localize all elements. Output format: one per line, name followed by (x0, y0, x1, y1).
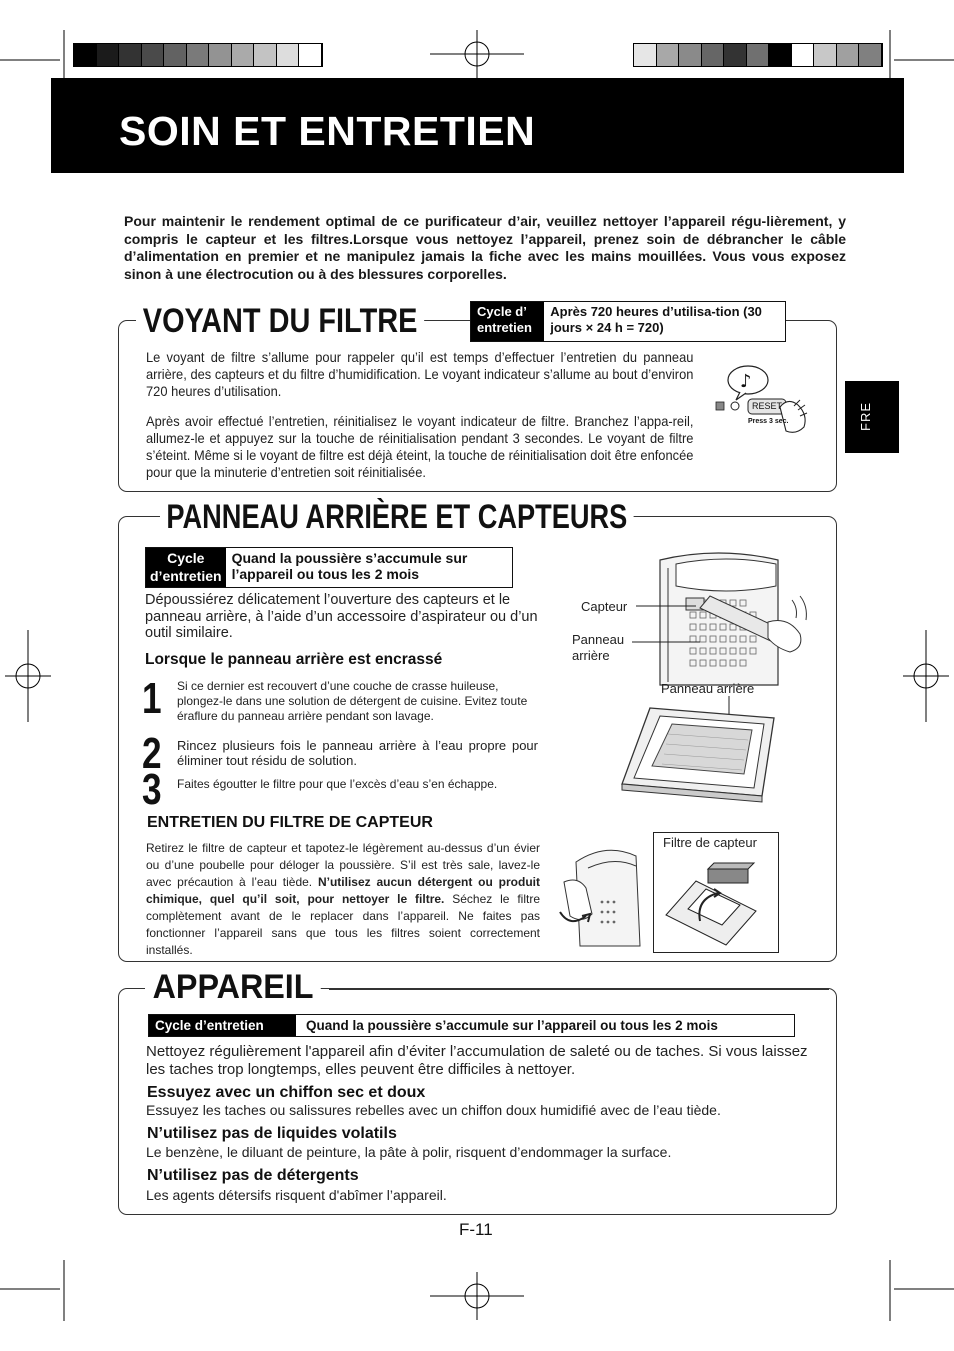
appareil-rule (329, 989, 829, 990)
step-text-3: Faites égoutter le filtre pour que l’excès d’eau s’en échappe. (177, 777, 498, 791)
reset-label: RESET (752, 401, 783, 411)
panneau-cycle-box (145, 547, 513, 588)
step-text-1: Si ce dernier est recouvert d’une couche de crasse huileuse, plongez-le dans une solution de détergent de cuisine. Evitez toute éraflure du panneau arrière pendant son lavage. (177, 679, 528, 723)
panneau-para: Dépoussiérez délicatement l’ouverture des capteurs et le panneau arrière, à l’aide d’un accessoire d’aspirateur ou d’un outil similaire. (145, 592, 538, 641)
color-swatch (634, 44, 657, 66)
voyant-para-2: Après avoir effectué l’entretien, réinitialisez le voyant indicateur de filtre. Branchez l’appa-reil, allumez-le et appuyez sur la touche de réinitialisation pendant 3 secondes. Le voyant de filtre s’éteint. Même si le voyant de filtre est déjà éteint, la touche de réinitialisation doit être enfoncée pour que la minuterie d’entretien soit réinitialisée. (146, 413, 694, 480)
label-panneau-arriere: Panneau arrière (661, 681, 755, 696)
color-swatch (724, 44, 747, 66)
title-bar (51, 78, 904, 173)
filtre-capteur-text (146, 840, 540, 959)
step-text-2: Rincez plusieurs fois le panneau arrière à l’eau propre pour éliminer tout résidu de solution. (177, 738, 538, 768)
appareil-item-1-text: Essuyez les taches ou salissures rebelles avec un chiffon doux humidifié avec de l’eau tiède. (146, 1102, 721, 1118)
svg-text:♪: ♪ (740, 371, 752, 392)
filtre-text-part-2: Séchez le filtre complètement avant de le replacer dans l’appareil. Ne faites pas fonctionner l’appareil sans que tous les filtres soient correctement installés. (146, 892, 540, 957)
color-swatch (209, 44, 232, 66)
appareil-title: APPAREIL (145, 968, 321, 1007)
language-tab (845, 381, 899, 453)
appareil-para: Nettoyez régulièrement l'appareil afin d’éviter l’accumulation de saleté ou de taches. Si vous laissez les taches trop longtemps, elles peuvent être difficiles à nettoyer. (146, 1043, 808, 1078)
color-swatch (97, 44, 120, 66)
step-number-1: 1 (142, 674, 162, 723)
appareil-item-2-text: Le benzène, le diluant de peinture, la pâte à polir, risquent d’endommager la surface. (146, 1144, 672, 1160)
label-capteur: Capteur (581, 599, 628, 614)
cycle-label: Cycle d’ entretien (471, 302, 544, 341)
color-swatch (792, 44, 815, 66)
color-swatch (702, 44, 725, 66)
leader-line-panneau (632, 636, 702, 648)
panneau-title: PANNEAU ARRIÈRE ET CAPTEURS (160, 498, 634, 537)
step-number-2: 2 (142, 729, 162, 778)
color-swatch (769, 44, 792, 66)
color-swatch (837, 44, 860, 66)
leader-line-capteur (636, 600, 698, 612)
cycle-value: Quand la poussière s’accumule sur l’appareil ou tous les 2 mois (231, 550, 468, 582)
color-swatch (232, 44, 255, 66)
appareil-item-3-head: N’utilisez pas de détergents (147, 1167, 359, 1184)
color-swatch (277, 44, 300, 66)
color-swatch (164, 44, 187, 66)
label-filtre-capteur: Filtre de capteur (663, 835, 757, 850)
sensor-filter-illustration (660, 855, 772, 947)
language-tab-label: FRE (858, 402, 873, 431)
appareil-cycle-box (148, 1014, 795, 1037)
color-swatch (814, 44, 837, 66)
color-bar-right (633, 43, 883, 67)
step-number-3: 3 (142, 765, 162, 814)
color-swatch (254, 44, 277, 66)
appareil-item-3-text: Les agents détersifs risquent d'abîmer l’appareil. (146, 1187, 447, 1203)
cycle-label: Cycle d’entretien (149, 1015, 296, 1036)
label-panneau: Panneau arrière (572, 632, 625, 663)
rear-panel-tray-illustration (612, 696, 787, 811)
reset-button-illustration (710, 362, 825, 437)
color-swatch (187, 44, 210, 66)
panneau-rule (652, 517, 830, 518)
filtre-capteur-heading: ENTRETIEN DU FILTRE DE CAPTEUR (147, 814, 433, 831)
page-title: SOIN ET ENTRETIEN (119, 108, 536, 154)
appareil-item-2-head: N’utilisez pas de liquides volatils (147, 1125, 397, 1142)
voyant-title: VOYANT DU FILTRE (136, 302, 424, 341)
cycle-label: Cycle d’entretien (146, 548, 226, 587)
color-swatch (74, 44, 97, 66)
color-swatch (299, 44, 322, 66)
cycle-value: Quand la poussière s’accumule sur l’appareil ou tous les 2 mois (306, 1018, 718, 1033)
color-swatch (142, 44, 165, 66)
intro-warning: Pour maintenir le rendement optimal de ce purificateur d’air, veuillez nettoyer l’appareil régu-lièrement, y compris le capteur et les filtres.Lorsque vous nettoyez l’appareil, prenez soin de débrancher le câble d’alimentation en premier et ne manipulez jamais la fiche avec les mains mouillées. Vous vous exposez sinon à une électrocution ou à des blessures corporelles. (124, 213, 846, 282)
filtre-text-warning: N’utilisez aucun détergent ou produit chimique, quel qu’il soit, pour nettoyer le filtre. (146, 875, 540, 906)
color-swatch (657, 44, 680, 66)
appareil-item-1-head: Essuyez avec un chiffon sec et doux (147, 1084, 426, 1101)
panneau-subhead: Lorsque le panneau arrière est encrassé (145, 651, 443, 668)
color-swatch (859, 44, 882, 66)
color-swatch (119, 44, 142, 66)
voyant-cycle-box (470, 301, 786, 342)
color-swatch (679, 44, 702, 66)
cycle-value: Après 720 heures d’utilisa-tion (30 jours × 24 h = 720) (550, 304, 762, 335)
page-number: F-11 (459, 1220, 493, 1239)
voyant-para-1: Le voyant de filtre s’allume pour rappeler qu’il est temps d’effectuer l’entretien du panneau arrière, des capteurs et du filtre d’humidification. Le voyant indicateur s’allume au bout d’environ 720 heures d’utilisation. (146, 349, 694, 399)
color-swatch (747, 44, 770, 66)
color-bar-left (73, 43, 323, 67)
filtre-text-part-1: Retirez le filtre de capteur et tapotez-le légèrement au-dessus d’un évier ou d’une poubelle pour déloger la poussière. S’il est très sale, lavez-le avec précaution à l’eau tiède. (146, 841, 540, 889)
press-label: Press 3 sec. (748, 418, 789, 425)
purifier-vacuum-illustration (640, 550, 820, 690)
sensor-filter-removal-illustration (556, 842, 646, 954)
